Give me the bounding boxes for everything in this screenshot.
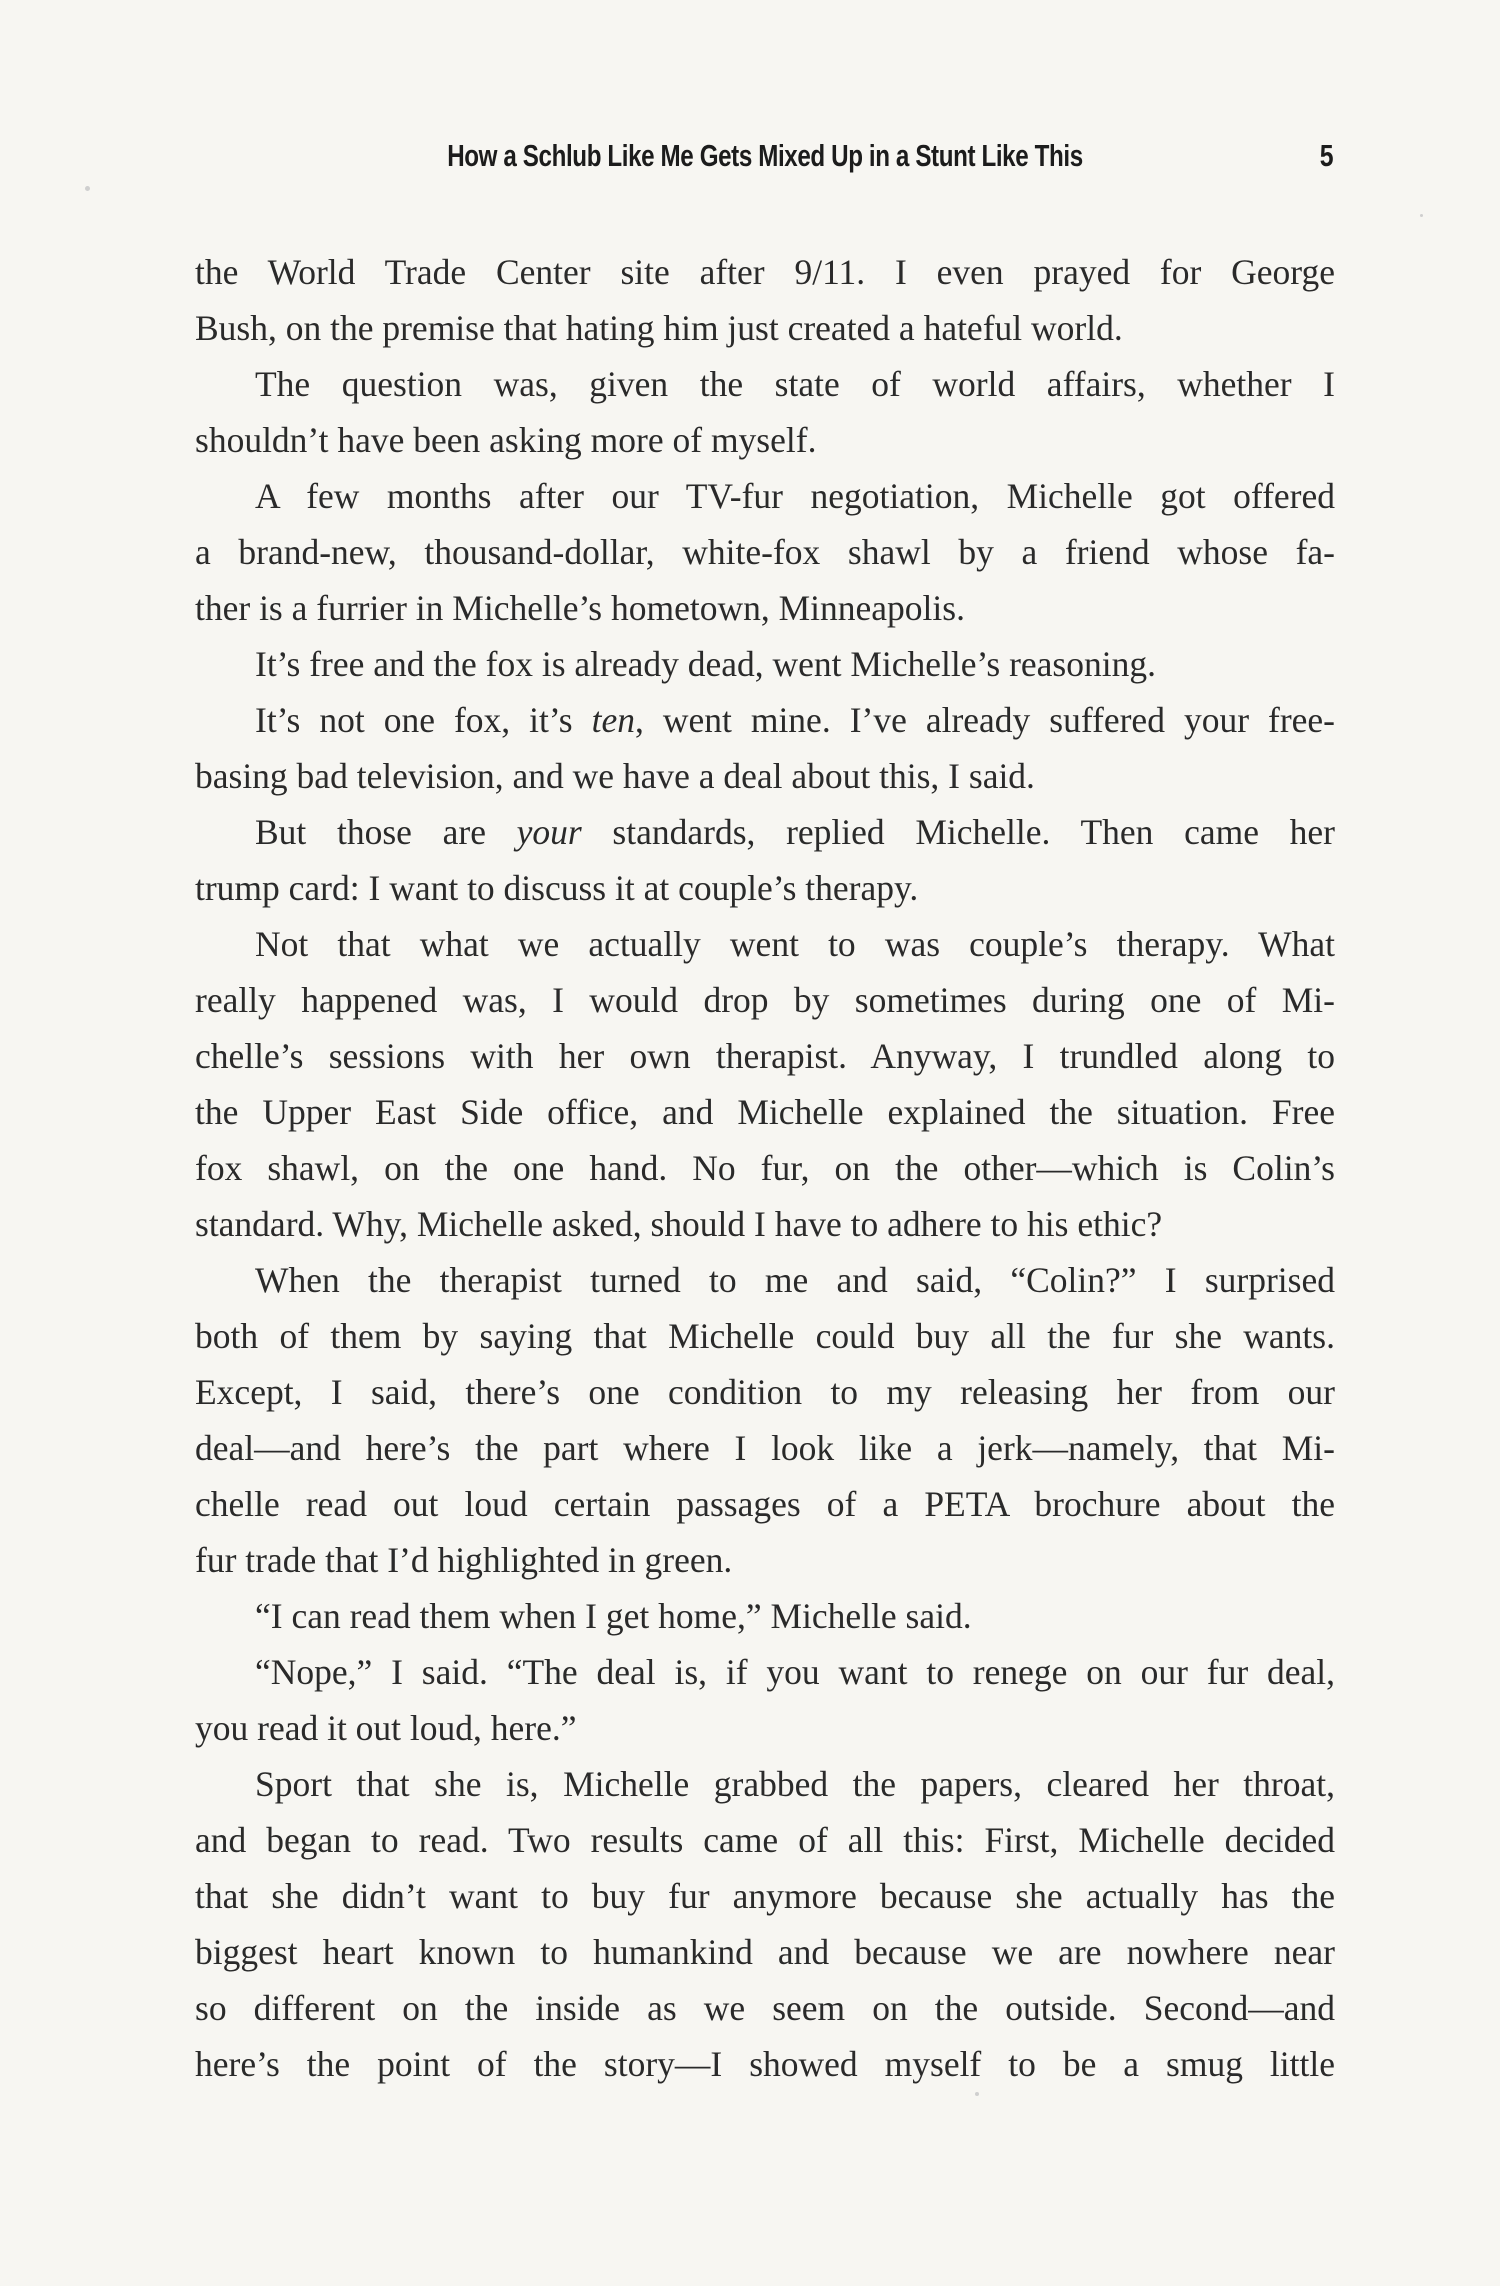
text-line: biggest heart known to humankind and because we are nowhere near	[195, 1932, 1335, 1972]
text-line: chelle’s sessions with her own therapist. Anyway, I trundled along to	[195, 1036, 1335, 1076]
body-text	[195, 244, 1335, 2092]
text-line: shouldn’t have been asking more of myself.	[195, 420, 817, 460]
text-line: The question was, given the state of world affairs, whether I	[255, 364, 1335, 404]
text-line: trump card: I want to discuss it at couple’s therapy.	[195, 868, 919, 908]
text-line: standard. Why, Michelle asked, should I have to adhere to his ethic?	[195, 1204, 1163, 1244]
text-line: Bush, on the premise that hating him just created a hateful world.	[195, 308, 1123, 348]
text-line: Except, I said, there’s one condition to my releasing her from our	[195, 1372, 1335, 1412]
text-line: fur trade that I’d highlighted in green.	[195, 1540, 733, 1580]
page-number: 5	[1319, 138, 1334, 173]
text-line: here’s the point of the story—I showed myself to be a smug little	[195, 2044, 1335, 2084]
text-line: a brand-new, thousand-dollar, white-fox shawl by a friend whose fa-	[195, 532, 1335, 572]
text-line: It’s free and the fox is already dead, went Michelle’s reasoning.	[255, 644, 1156, 684]
paper-speck	[85, 186, 90, 191]
text-line: “Nope,” I said. “The deal is, if you want to renege on our fur deal,	[255, 1652, 1335, 1692]
text-line: It’s not one fox, it’s ten, went mine. I’ve already suffered your free-	[255, 700, 1335, 740]
text-line: Not that what we actually went to was couple’s therapy. What	[255, 924, 1335, 964]
text-line: you read it out loud, here.”	[195, 1708, 577, 1748]
text-line: and began to read. Two results came of all this: First, Michelle decided	[195, 1820, 1335, 1860]
emphasis: ten	[591, 700, 635, 740]
text-line: the Upper East Side office, and Michelle explained the situation. Free	[195, 1092, 1335, 1132]
text-line: chelle read out loud certain passages of a PETA brochure about the	[195, 1484, 1335, 1524]
running-head	[195, 138, 1335, 188]
text-line: deal—and here’s the part where I look like a jerk—namely, that Mi-	[195, 1428, 1335, 1468]
text-line: basing bad television, and we have a deal about this, I said.	[195, 756, 1035, 796]
text-line: When the therapist turned to me and said, “Colin?” I surprised	[255, 1260, 1335, 1300]
paper-speck	[1420, 214, 1423, 217]
text-line: fox shawl, on the one hand. No fur, on the other—which is Colin’s	[195, 1148, 1335, 1188]
text-line: “I can read them when I get home,” Michelle said.	[255, 1596, 972, 1636]
text-line: A few months after our TV-fur negotiation, Michelle got offered	[255, 476, 1335, 516]
text-line: really happened was, I would drop by sometimes during one of Mi-	[195, 980, 1335, 1020]
text-line: But those are your standards, replied Michelle. Then came her	[255, 812, 1335, 852]
paper-speck	[975, 2092, 979, 2096]
running-title: How a Schlub Like Me Gets Mixed Up in a Stunt Like This	[447, 138, 1083, 173]
text-line: the World Trade Center site after 9/11. I even prayed for George	[195, 252, 1335, 292]
text-line: Sport that she is, Michelle grabbed the papers, cleared her throat,	[255, 1764, 1335, 1804]
text-line: both of them by saying that Michelle could buy all the fur she wants.	[195, 1316, 1335, 1356]
text-line: ther is a furrier in Michelle’s hometown, Minneapolis.	[195, 588, 965, 628]
emphasis: your	[516, 812, 582, 852]
text-line: so different on the inside as we seem on the outside. Second—and	[195, 1988, 1335, 2028]
text-line: that she didn’t want to buy fur anymore because she actually has the	[195, 1876, 1335, 1916]
